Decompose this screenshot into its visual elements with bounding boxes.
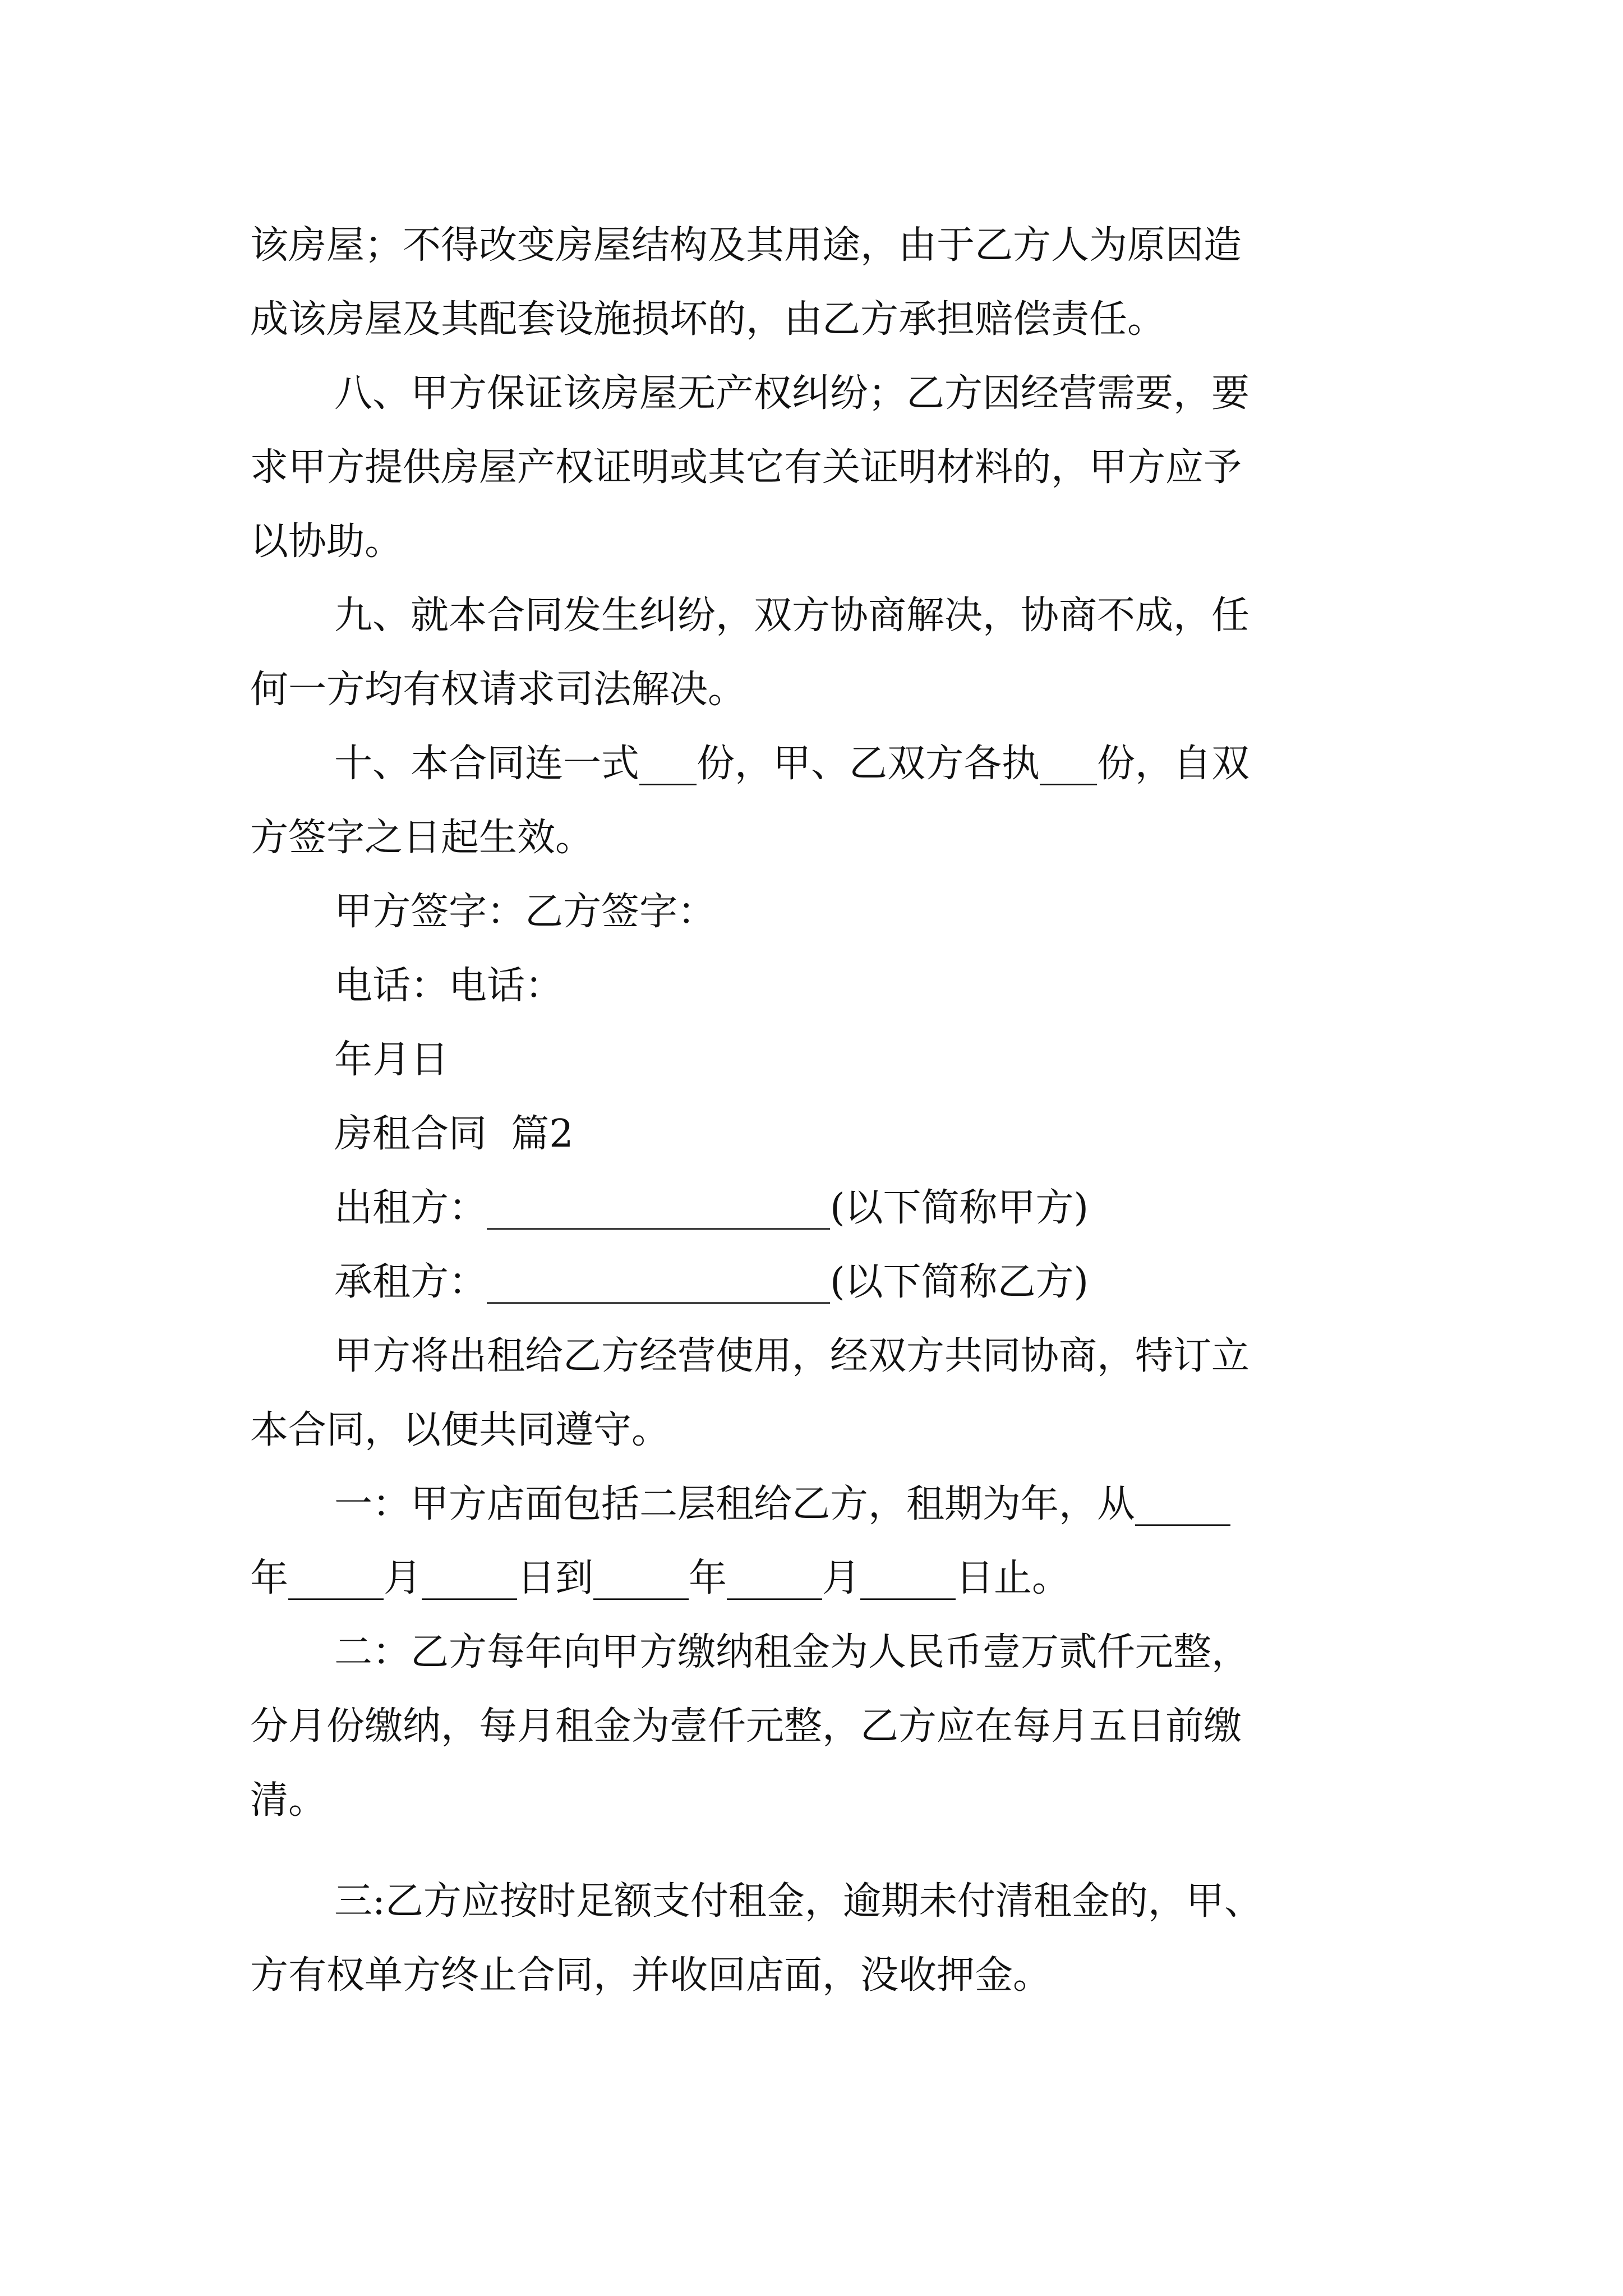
clause-9-start: 九、就本合同发生纠纷，双方协商解决，协商不成，任	[334, 593, 1250, 638]
signature-line: 甲方签字：乙方签字：	[334, 890, 716, 934]
date-line: 年月日	[334, 1038, 449, 1082]
text-line: 方签字之日起生效。	[250, 816, 594, 860]
text-line: 何一方均有权请求司法解决。	[250, 668, 746, 712]
section-heading: 房租合同 篇2	[334, 1112, 574, 1156]
clause-8-start: 八、甲方保证该房屋无产权纠纷；乙方因经营需要，要	[334, 371, 1250, 416]
text-line: 以协助。	[250, 519, 403, 564]
clause-3-start: 三:乙方应按时足额支付租金，逾期未付清租金的，甲、	[334, 1879, 1262, 1924]
text-line: 本合同，以便共同遵守。	[250, 1408, 670, 1452]
clause-2-start: 二：乙方每年向甲方缴纳租金为人民币壹万贰仟元整，	[334, 1630, 1250, 1674]
preamble-start: 甲方将出租给乙方经营使用，经双方共同协商，特订立	[334, 1334, 1250, 1378]
text-line: 求甲方提供房屋产权证明或其它有关证明材料的，甲方应予	[250, 445, 1242, 490]
phone-line: 电话：电话：	[334, 964, 564, 1008]
text-line: 清。	[250, 1778, 327, 1823]
text-line: 方有权单方终止合同，并收回店面，没收押金。	[250, 1953, 1052, 1998]
text-line: 分月份缴纳，每月租金为壹仟元整，乙方应在每月五日前缴	[250, 1704, 1242, 1749]
clause-10-start: 十、本合同连一式___份，甲、乙双方各执___份，自双	[334, 742, 1250, 786]
lessee-line: 承租方：__________________(以下简称乙方)	[334, 1260, 1089, 1304]
text-line: 该房屋；不得改变房屋结构及其用途，由于乙方人为原因造	[250, 223, 1242, 268]
text-line: 成该房屋及其配套设施损坏的，由乙方承担赔偿责任。	[250, 297, 1166, 342]
lessor-line: 出租方：__________________(以下简称甲方)	[334, 1186, 1089, 1230]
text-line: 年_____月_____日到_____年_____月_____日止。	[250, 1556, 1071, 1600]
clause-1-start: 一：甲方店面包括二层租给乙方，租期为年，从_____	[334, 1482, 1231, 1526]
